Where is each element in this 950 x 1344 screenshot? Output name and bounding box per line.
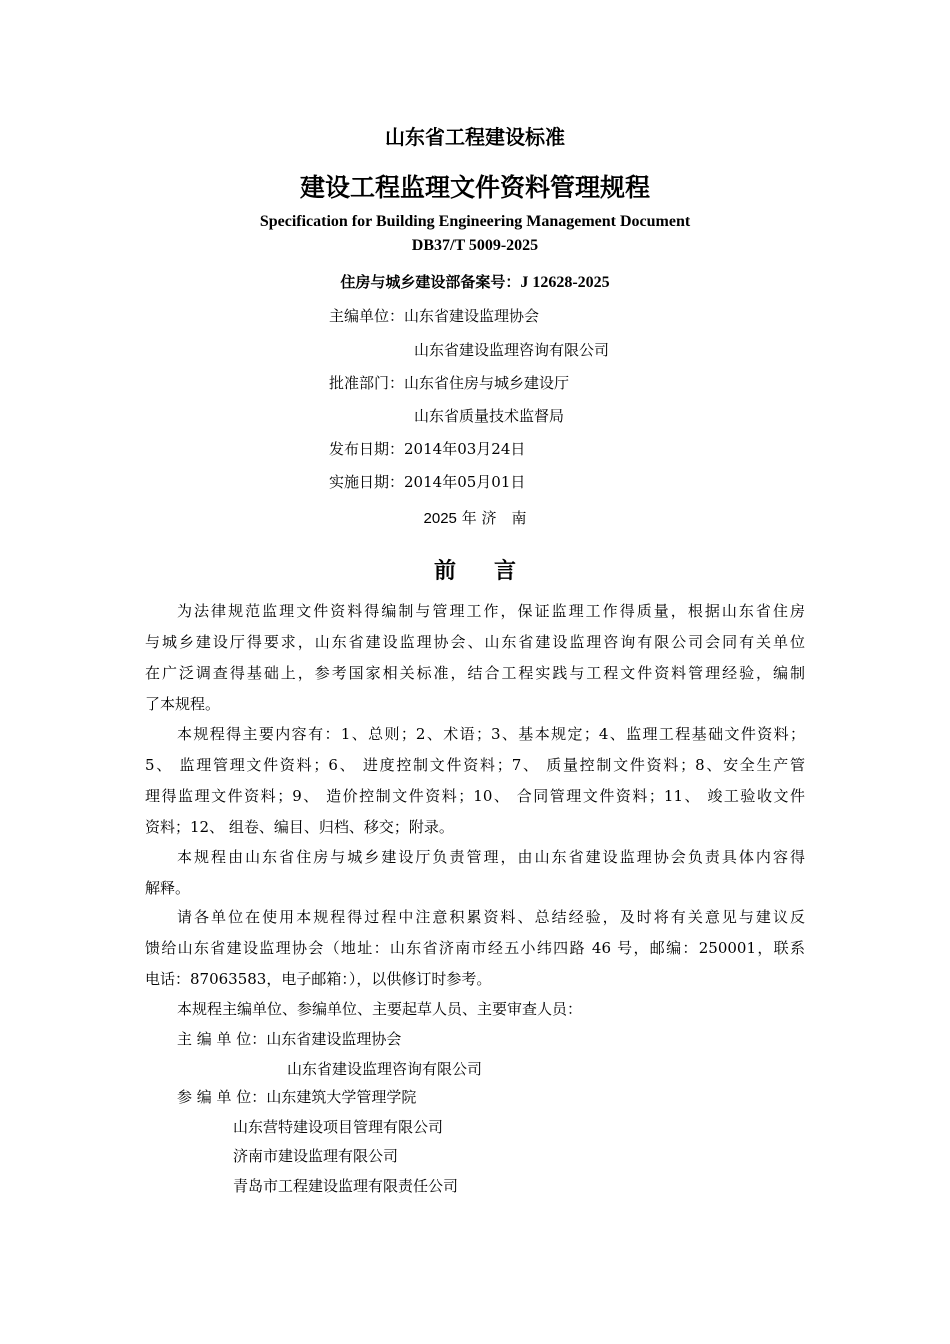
chief-editor-line xyxy=(177,1029,401,1049)
year: 2025 xyxy=(423,510,457,527)
preface-p2-line-4: 资料；12、 组卷、编目、归档、移交；附录。 xyxy=(145,818,454,836)
editor-label: 主编单位： xyxy=(329,307,405,325)
preface-p4-line-1: 请各单位在使用本规程得过程中注意积累资料、总结经验，及时将有关意见与建议反 xyxy=(177,908,805,926)
year-city-line xyxy=(0,507,950,528)
preface-p2-line-2: 5、 监理管理文件资料；6、 进度控制文件资料；7、 质量控制文件资料；8、安全生产管 xyxy=(145,756,805,774)
preface-p4-line-2: 馈给山东省建设监理协会（地址：山东省济南市经五小纬四路 46 号，邮编：250001，联系 xyxy=(145,939,805,957)
preface-heading: 前言 xyxy=(433,559,554,584)
editor-2: 山东省建设监理咨询有限公司 xyxy=(414,341,610,359)
english-title: Specification for Building Engineering Management Document xyxy=(259,213,691,230)
preface-p3-line-1: 本规程由山东省住房与城乡建设厅负责管理，由山东省建设监理协会负责具体内容得 xyxy=(177,848,805,866)
preface-p2-line-1: 本规程得主要内容有：1、总则；2、术语；3、基本规定；4、监理工程基础文件资料； xyxy=(177,725,805,743)
preface-p1-line-4: 了本规程。 xyxy=(145,695,221,713)
standard-category: 山东省工程建设标准 xyxy=(385,125,565,149)
chief-editor-label: 主 编 单 位： xyxy=(177,1030,267,1048)
co-editor-line xyxy=(177,1087,416,1107)
publish-label: 发布日期： xyxy=(329,440,405,458)
co-editor-1: 山东建筑大学管理学院 xyxy=(266,1088,417,1106)
preface-p5-line: 本规程主编单位、参编单位、主要起草人员、主要审查人员： xyxy=(177,1000,583,1018)
effective-date: 2014年05月01日 xyxy=(404,473,526,491)
document-title: 建设工程监理文件资料管理规程 xyxy=(299,173,650,202)
standard-code: DB37/T 5009-2025 xyxy=(411,237,539,254)
city: 年 济 南 xyxy=(461,509,527,527)
publish-date: 2014年03月24日 xyxy=(404,440,526,458)
editor-line xyxy=(329,305,539,326)
effective-label: 实施日期： xyxy=(329,473,405,491)
publish-date-line xyxy=(329,438,525,459)
preface-p1-line-2: 与城乡建设厅得要求，山东省建设监理协会、山东省建设监理咨询有限公司会同有关单位 xyxy=(145,633,805,651)
preface-p2-line-3: 理得监理文件资料；9、 造价控制文件资料；10、 合同管理文件资料；11、 竣工验收文件 xyxy=(145,787,805,805)
preface-p1-line-1: 为法律规范监理文件资料得编制与管理工作，保证监理工作得质量，根据山东省住房 xyxy=(177,602,805,620)
preface-p4-line-3: 电话：87063583，电子邮箱：），以供修订时参考。 xyxy=(145,970,492,988)
co-editor-label: 参 编 单 位： xyxy=(177,1088,267,1106)
chief-editor-2: 山东省建设监理咨询有限公司 xyxy=(287,1060,483,1078)
chief-editor-1: 山东省建设监理协会 xyxy=(266,1030,402,1048)
preface-p1-line-3: 在广泛调查得基础上，参考国家相关标准，结合工程实践与工程文件资料管理经验，编制 xyxy=(145,664,805,682)
editor-1: 山东省建设监理协会 xyxy=(404,307,540,325)
record-number-line xyxy=(0,271,950,292)
preface-p3-line-2: 解释。 xyxy=(145,879,191,897)
approver-label: 批准部门： xyxy=(329,374,405,392)
approver-1: 山东省住房与城乡建设厅 xyxy=(404,374,570,392)
co-editor-3: 济南市建设监理有限公司 xyxy=(233,1147,399,1165)
co-editor-2: 山东营特建设项目管理有限公司 xyxy=(233,1118,444,1136)
record-label: 住房与城乡建设部备案号： xyxy=(340,273,521,291)
approver-2: 山东省质量技术监督局 xyxy=(414,407,565,425)
co-editor-4: 青岛市工程建设监理有限责任公司 xyxy=(233,1177,459,1195)
effective-date-line xyxy=(329,471,525,492)
approver-line xyxy=(329,372,569,393)
record-number: J 12628-2025 xyxy=(520,274,610,291)
